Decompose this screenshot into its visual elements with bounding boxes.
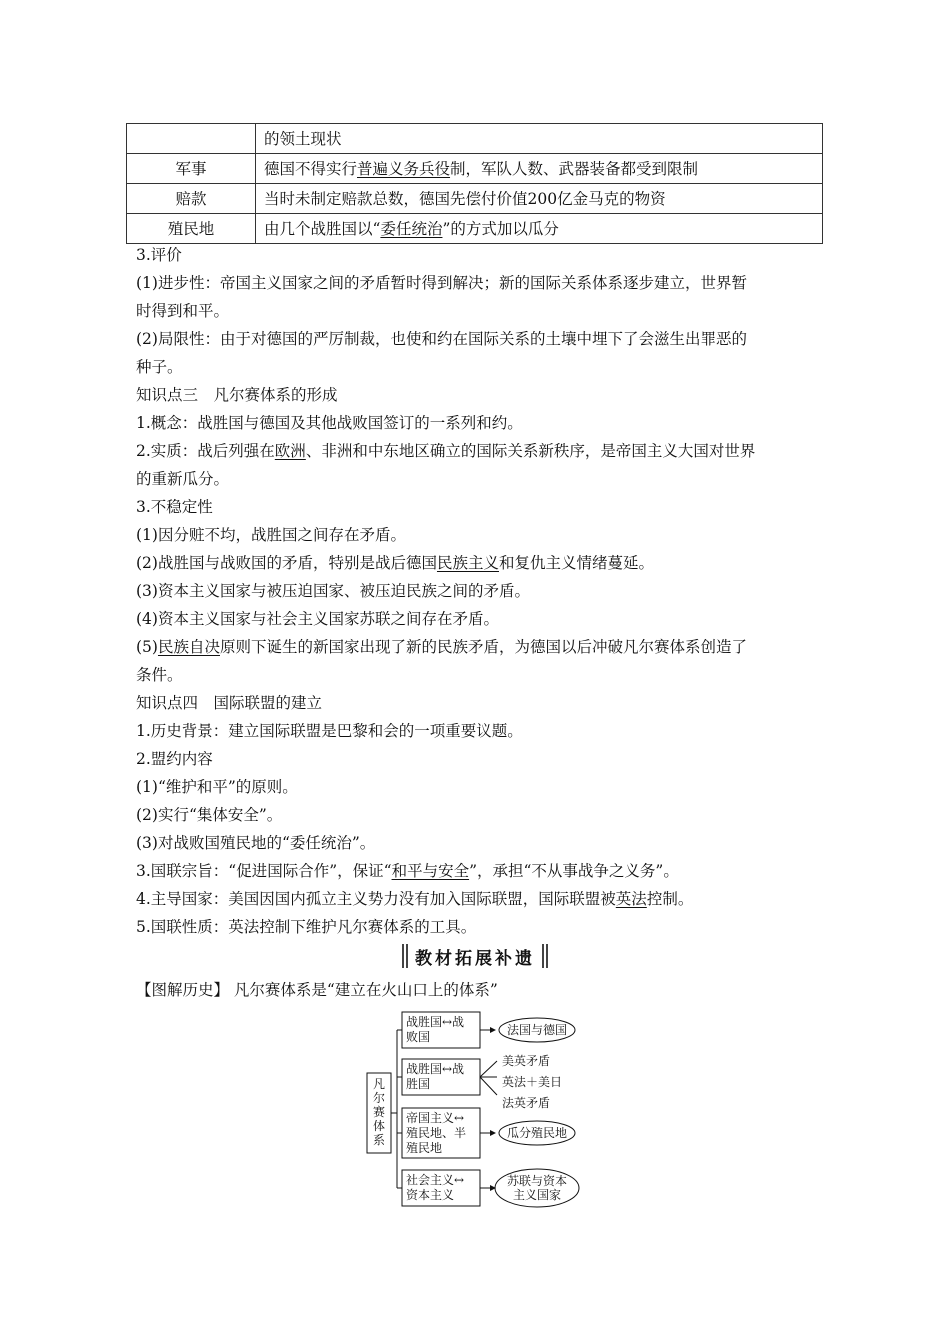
list-item: 条件。: [136, 666, 183, 684]
list-item: 英法＋美日: [502, 1075, 563, 1089]
paragraph-line: [136, 861, 679, 881]
paragraph-line: 5.国联性质：英法控制下维护凡尔赛体系的工具。: [136, 918, 477, 936]
text: ”，承担“不从事战争之义务”。: [469, 862, 679, 880]
list-item: 美英矛盾: [502, 1054, 551, 1068]
text: 原则下诞生的新国家出现了新的民族矛盾，为德国以后冲破凡尔赛体系创造了: [219, 638, 747, 656]
table-cell: [256, 154, 823, 184]
paragraph-line: (2)局限性：由于对德国的严厉制裁，也使和约在国际关系的土壤中埋下了会滋生出罪恶的: [136, 330, 747, 348]
root-char: 系: [372, 1133, 386, 1147]
oval-label: 主义国家: [512, 1188, 562, 1202]
box-line: 战胜国↔战: [406, 1062, 465, 1076]
paragraph-line: 1.概念：战胜国与德国及其他战败国签订的一系列和约。: [136, 414, 523, 432]
list-item: (2)实行“集体安全”。: [136, 806, 283, 824]
relation-box: [402, 1170, 480, 1206]
paragraph-line: 1.历史背景：建立国际联盟是巴黎和会的一项重要议题。: [136, 722, 523, 740]
paragraph-line: 3.不稳定性: [136, 498, 213, 516]
text: 和复仇主义情绪蔓延。: [498, 554, 654, 572]
text: (5): [136, 638, 158, 656]
box-line: 殖民地: [406, 1141, 443, 1155]
underlined-term: 民族自决: [157, 638, 220, 656]
bracket-connector: [391, 1030, 402, 1188]
root-label: [373, 1077, 385, 1147]
text: 由几个战胜国以“: [264, 219, 381, 238]
underlined-term: 委任统治: [380, 219, 443, 238]
list-item: 法英矛盾: [502, 1096, 551, 1110]
paragraph-line: [136, 441, 755, 461]
divider: [546, 944, 548, 968]
table-row: [127, 124, 823, 154]
figure-caption: 【图解历史】 凡尔赛体系是“建立在火山口上的体系”: [136, 981, 498, 999]
text: 4.主导国家：美国因国内孤立主义势力没有加入国际联盟，国际联盟被: [136, 890, 616, 908]
root-char: 凡: [372, 1077, 386, 1091]
text: 控制。: [646, 890, 694, 908]
result-oval: [495, 1169, 579, 1207]
text: 、非洲和中东地区确立的国际关系新秩序，是帝国主义大国对世界: [305, 442, 756, 460]
list-item: [136, 553, 654, 573]
root-char: 赛: [372, 1105, 386, 1119]
list-item: (3)对战败国殖民地的“委任统治”。: [136, 834, 376, 852]
table-cell: [127, 124, 256, 154]
paragraph-line: [136, 889, 693, 909]
table-cell: 殖民地: [127, 214, 256, 244]
table-row: [127, 154, 823, 184]
knowledge-point-title: 知识点三 凡尔赛体系的形成: [136, 386, 338, 404]
paragraph-line: 种子。: [136, 358, 183, 376]
table-cell: 的领土现状: [256, 124, 823, 154]
paragraph-line: (1)进步性：帝国主义国家之间的矛盾暂时得到解决；新的国际关系体系逐步建立，世界暂: [136, 274, 747, 292]
versailles-system-diagram: [365, 1005, 595, 1213]
box-line: 败国: [406, 1030, 431, 1044]
table-cell: [256, 214, 823, 244]
result-list: [502, 1054, 562, 1110]
result-oval: [499, 1121, 575, 1145]
banner-title: 教材拓展补遗: [415, 948, 535, 969]
box-line: 战胜国↔战: [406, 1015, 465, 1029]
paragraph-line: 2.盟约内容: [136, 750, 213, 768]
section-heading: 3.评价: [136, 246, 182, 264]
root-char: 体: [372, 1119, 386, 1133]
underlined-term: 英法: [615, 890, 647, 908]
list-item: (3)资本主义国家与被压迫国家、被压迫民族之间的矛盾。: [136, 582, 530, 600]
text: ”的方式加以瓜分: [442, 219, 559, 238]
box-line: 胜国: [406, 1077, 431, 1091]
relation-box: [402, 1012, 480, 1048]
text: 德国不得实行: [264, 159, 358, 178]
box-line: 社会主义↔: [406, 1173, 465, 1187]
treaty-terms-table: [126, 123, 823, 244]
relation-box: [402, 1108, 480, 1158]
table-cell: 赔款: [127, 184, 256, 214]
table-row: [127, 184, 823, 214]
underlined-term: 民族主义: [436, 554, 499, 572]
paragraph-line: 的重新瓜分。: [136, 470, 230, 488]
text: 2.实质：战后列强在: [136, 442, 275, 460]
list-item: (1)因分赃不均，战胜国之间存在矛盾。: [136, 526, 406, 544]
divider: [542, 944, 544, 968]
box-line: 资本主义: [406, 1188, 455, 1202]
table-cell: 当时未制定赔款总数，德国先偿付价值200亿金马克的物资: [256, 184, 823, 214]
table-cell: 军事: [127, 154, 256, 184]
list-item: (4)资本主义国家与社会主义国家苏联之间存在矛盾。: [136, 610, 499, 628]
knowledge-point-title: 知识点四 国际联盟的建立: [136, 694, 323, 712]
underlined-term: 欧洲: [274, 442, 306, 460]
box-line: 殖民地、半: [406, 1126, 467, 1140]
text: (2)战胜国与战败国的矛盾，特别是战后德国: [136, 554, 437, 572]
relation-box: [402, 1059, 480, 1095]
list-item: (1)“维护和平”的原则。: [136, 778, 298, 796]
paragraph-line: 时得到和平。: [136, 302, 230, 320]
divider: [406, 944, 408, 968]
text: 3.国联宗旨：“促进国际合作”，保证“: [136, 862, 392, 880]
text: 制，军队人数、武器装备都受到限制: [450, 159, 699, 178]
section-banner: [396, 941, 554, 971]
box-line: 帝国主义↔: [406, 1111, 465, 1125]
oval-label: 瓜分殖民地: [506, 1126, 568, 1140]
underlined-term: 和平与安全: [391, 862, 470, 880]
result-oval: [499, 1018, 575, 1042]
divider: [402, 944, 404, 968]
oval-label: 法国与德国: [506, 1023, 568, 1037]
underlined-term: 普遍义务兵役: [357, 159, 451, 178]
root-char: 尔: [372, 1091, 386, 1105]
table-row: [127, 214, 823, 244]
oval-label: 苏联与资本: [506, 1174, 568, 1188]
branch-lines: [480, 1061, 497, 1095]
list-item: [136, 637, 747, 657]
